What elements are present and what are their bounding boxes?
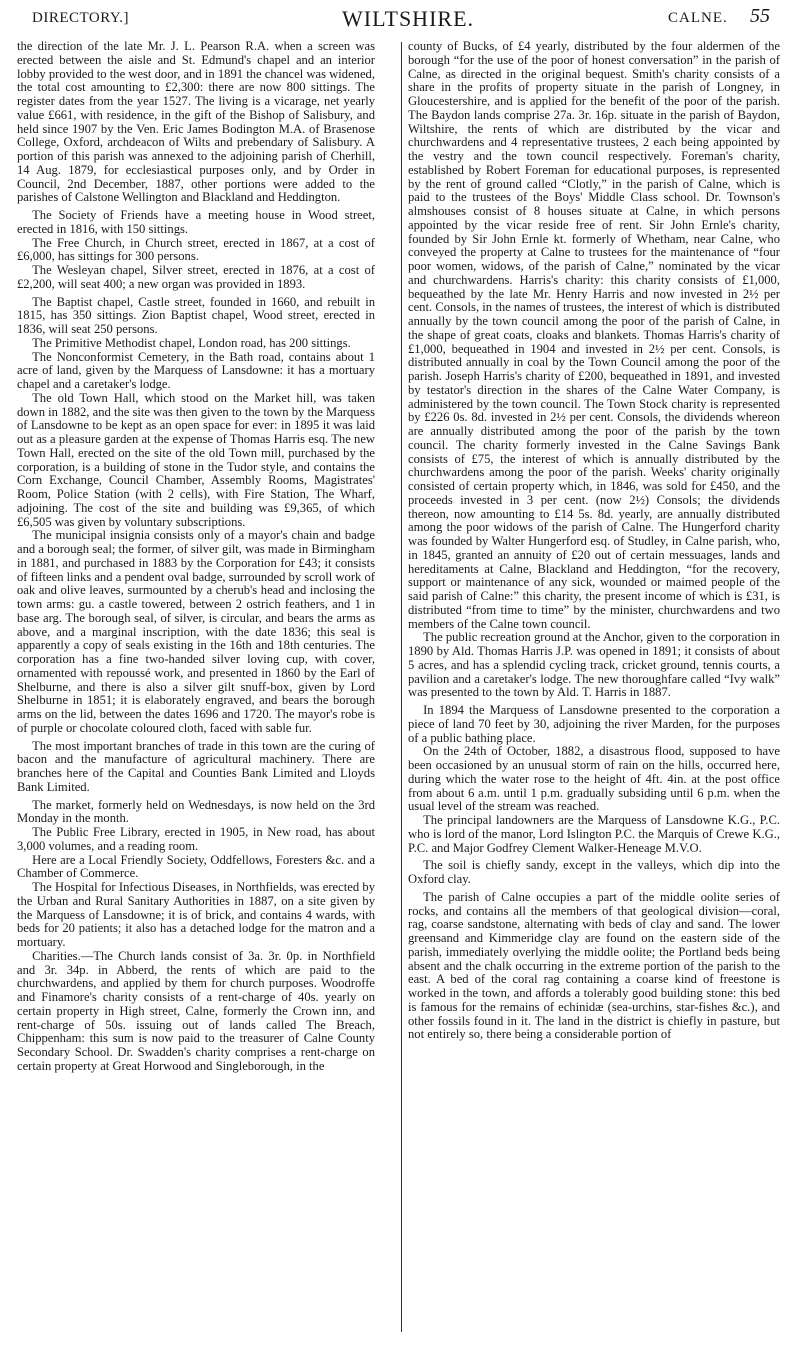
paragraph: The Baptist chapel, Castle street, founded in 1660, and rebuilt in 1815, has 350 sittings. Zion Baptist chapel, Wood street, erected in 1836, will seat 250 persons. [17,294,375,336]
paragraph: The soil is chiefly sandy, except in the valleys, which dip into the Oxford clay. [408,858,780,886]
paragraph: the direction of the late Mr. J. L. Pearson R.A. when a screen was erected between the aisle and St. Edmund's chapel and an interior lobby provided to the west door, and in 1891 the chancel was widened, the total cost amounting to £2,300: there are now 800 sittings. The register dates from the year 1527. The living is a vicarage, net yearly value £661, with residence, in the gift of the Bishop of Salisbury, and held since 1907 by the Ven. Eric James Bodington M.A. of Brasenose College, Oxford, archdeacon of Wilts and prebendary of Salisbury. A portion of this parish was annexed to the adjoining parish of Cherhill, 14 Aug. 1879, for ecclesiastical purposes only, and by Order in Council, 2nd December, 1887, other portions were added to the parishes of Calstone Wellington and Blackland and Heddington. [17,39,375,205]
paragraph: The old Town Hall, which stood on the Market hill, was taken down in 1882, and the site was then given to the town by the Marquess of Lansdowne to be kept as an open space for ever: in 1895 it was laid out as a pleasure garden at the expense of Thomas Harris esq. The new Town Hall, erected on the site of the old Town mill, purchased by the corporation, is a building of stone in the Tudor style, and contains the Corn Exchange, Council Chamber, Assembly Rooms, Magistrates' Room, Police Station (with 2 cells), with Fire Station, The Wharf, adjoining. The cost of the site and building was £9,365, of which £6,505 was given by voluntary subscriptions. [17,390,375,529]
page-number: 55 [750,5,770,27]
paragraph: Here are a Local Friendly Society, Oddfellows, Foresters &c. and a Chamber of Commerce. [17,852,375,881]
paragraph: The principal landowners are the Marquess of Lansdowne K.G., P.C. who is lord of the manor, Lord Islington P.C. the Marquis of Crewe K.G., P.C. and Major Godfrey Clement Walker-Heneage M.V.O. [408,813,780,855]
paragraph: The Public Free Library, erected in 1905, in New road, has about 3,000 volumes, and a reading room. [17,825,375,853]
directory-label: DIRECTORY.] [32,10,130,26]
paragraph: The Primitive Methodist chapel, London road, has 200 sittings. [32,335,351,350]
paragraph: county of Bucks, of £4 yearly, distributed by the four aldermen of the borough “for the use of the poor of honest conversation” in the parish of Calne, as directed in the original bequest. Smith's charity consists of a share in the profits of property situate in the parish of Longney, in Gloucestershire, and is applied for the benefit of the poor of the parish. The Baydon lands comprise 27a. 3r. 16p. situate in the parish of Baydon, Wiltshire, the rents of which are distributed by the vicar and churchwardens and 4 representative trustees, 2 each being appointed by the vestry and the town council respectively. Foreman's charity, established by Robert Foreman for educational purposes, is represented by the rent of ground called “Clotly,” in the parish of Calne, which is paid to the trustees of the Boys' Middle Class school. Dr. Townson's almshouses consist of 8 houses situate at Calne, in which persons appointed by the vicar reside free of rent. Sir John Ernle's charity, founded by Sir John Ernle kt. formerly of Whetham, near Calne, who conveyed the property at Calne to trustees for the maintenance of “four poor women, widows, of the parish of Calne,” nominated by the vicar and churchwardens. Harris's charity: this charity consists of £1,000, bequeathed by the late Mr. Henry Harris and now invested in 2½ per cent. Consols, in the names of trustees, the interest of which is distributed annually by the town council among the poor of the parish of Calne, in the shape of great coats, cloaks and blankets. Thomas Harris's charity of £1,000, bequeathed in 1904 and invested in 2½ per cent. Consols, is distributed annually in coal by the Town Council among the poor of the parish. Joseph Harris's charity of £200, bequeathed in 1891, and invested by testator's direction in the shares of the Calne Water Company, is administered by the town council. The Town Stock charity is represented by £226 0s. 8d. invested in 2½ per cent. Consols, the dividends whereon are annually distributed among the poor of the parish by the town council. The charity formerly invested in the Calne Savings Bank consists of £75, the interest of which is annually distributed by the churchwardens among the poor of the parish. Weeks' charity originally consisted of certain property which, in 1846, was sold for £450, and the proceeds invested in 3 per cent. (now 2½) Consols; the dividends thereon, now amounting to £14 5s. 8d. yearly, are annually distributed among the poor widows of the parish of Calne. The Hungerford charity was founded by Walter Hungerford esq. of Studley, in Calne parish, who, in 1845, granted an annuity of £20 out of certain messuages, lands and hereditaments at Calne, Blackland and Heddington, “for the recovery, support or maintenance of any sick, wounded or maimed people of the said parish of Calne:” this charity, the present income of which is £31, is distributed “from time to time” by the minister, churchwardens and two members of the Calne town council. [408,39,780,631]
paragraph: On the 24th of October, 1882, a disastrous flood, supposed to have been occasioned by an unusual storm of rain on the hills, occurred here, during which the water rose to the height of 4ft. 4in. at the post office from about 6 a.m. until 1 p.m. gradually subsiding until 6 p.m. when the usual level of the stream was reached. [408,744,780,814]
county-title: WILTSHIRE. [342,6,475,31]
paragraph: The Wesleyan chapel, Silver street, erected in 1876, at a cost of £2,200, will seat 400; a new organ was provided in 1893. [17,263,375,291]
right-column [408,40,780,1042]
paragraph: The Nonconformist Cemetery, in the Bath road, contains about 1 acre of land, given by the Marquess of Lansdowne: it has a mortuary chapel and a caretaker's lodge. [17,349,375,391]
paragraph: The Hospital for Infectious Diseases, in Northfields, was erected by the Urban and Rural Sanitary Authorities in 1887, on a site given by the Marquess of Lansdowne; it is of brick, and contains 4 wards, with beds for 20 patients; it also has a detached lodge for the matron and a mortuary. [17,880,375,949]
paragraph: The Free Church, in Church street, erected in 1867, at a cost of £6,000, has sittings for 300 persons. [17,235,375,264]
paragraph: The most important branches of trade in this town are the curing of bacon and the manufacture of agricultural machinery. There are branches here of the Capital and Counties Bank Limited and Lloyds Bank Limited. [17,738,375,794]
paragraph: The Society of Friends have a meeting house in Wood street, erected in 1816, with 150 sittings. [17,208,375,236]
paragraph: The parish of Calne occupies a part of the middle oolite series of rocks, and contains all the members of that geological division—coral, rag, coarse sandstone, alternating with beds of clay and sand. The lower greensand and Kimmeridge clay are found on the eastern side of the parish, immediately overlying the middle oolite; the Portland beds being absent and the chalk occurring in the extreme portion of the parish to the east. A bed of the coral rag containing a coarse kind of freestone is worked in the town, and affords a tolerably good building stone: this bed is famous for the remains of echinidæ (sea-urchins, star-fishes &c.), and other fossils found in it. The land in the district is chiefly in pasture, but not entirely so, there being a considerable portion of [408,889,780,1042]
paragraph: Charities.—The Church lands consist of 3a. 3r. 0p. in Northfield and 3r. 34p. in Abberd, the rents of which are paid to the churchwardens, and applied by them for church purposes. Woodroffe and Finamore's charity consists of a rent-charge of 40s. yearly on certain property in High street, Calne, formerly the Crown inn, and rent-charge of 50s. issuing out of lands called The Breach, Chippenham: this sum is now paid to the treasurer of Calne County Secondary School. Dr. Swadden's charity comprises a rent-charge on certain property at Great Horwood and Singleborough, in the [17,948,375,1073]
paragraph: The market, formerly held on Wednesdays, is now held on the 3rd Monday in the month. [17,797,375,826]
column-divider [401,42,402,1332]
paragraph: In 1894 the Marquess of Lansdowne presented to the corporation a piece of land 70 feet by 30, adjoining the river Marden, for the purposes of a public bathing place. [408,703,780,745]
paragraph: The municipal insignia consists only of a mayor's chain and badge and a borough seal; the former, of silver gilt, was made in Birmingham in 1881, and purchased in 1883 by the Corporation for £43; it consists of fifteen links and a pendent oval badge, surrounded by scroll work of oak and olive leaves, surmounted by a cherub's head and inclosing the town arms: gu. a castle towered, between 2 ostrich feathers, and 1 in base arg. The borough seal, of silver, is circular, and bears the arms as above, and a marginal inscription, with the date 1836; this seal is apparently a copy of seals existing in the 16th and 18th centuries. The corporation has a fine two-handed silver loving cup, with cover, ornamented with repoussé work, and presented in 1860 by the Earl of Shelburne, and there is also a silver gilt snuff-box, given by Lord Shelburne in 1851; it is elaborately engraved, and bears the borough arms on the lid, between the dates 1696 and 1720. The mayor's robe is of purple or chocolate coloured cloth, faced with sable fur. [17,528,375,735]
paragraph: The public recreation ground at the Anchor, given to the corporation in 1890 by Ald. Thomas Harris J.P. was opened in 1891; it consists of about 5 acres, and has a splendid cycling track, cricket ground, tennis courts, a pavilion and a caretaker's lodge. The new thoroughfare called “Ivy walk” was presented to the town by Ald. T. Harris in 1887. [408,630,781,700]
section-title: CALNE. [668,10,728,26]
left-column [17,40,375,1074]
page-header [30,6,785,34]
